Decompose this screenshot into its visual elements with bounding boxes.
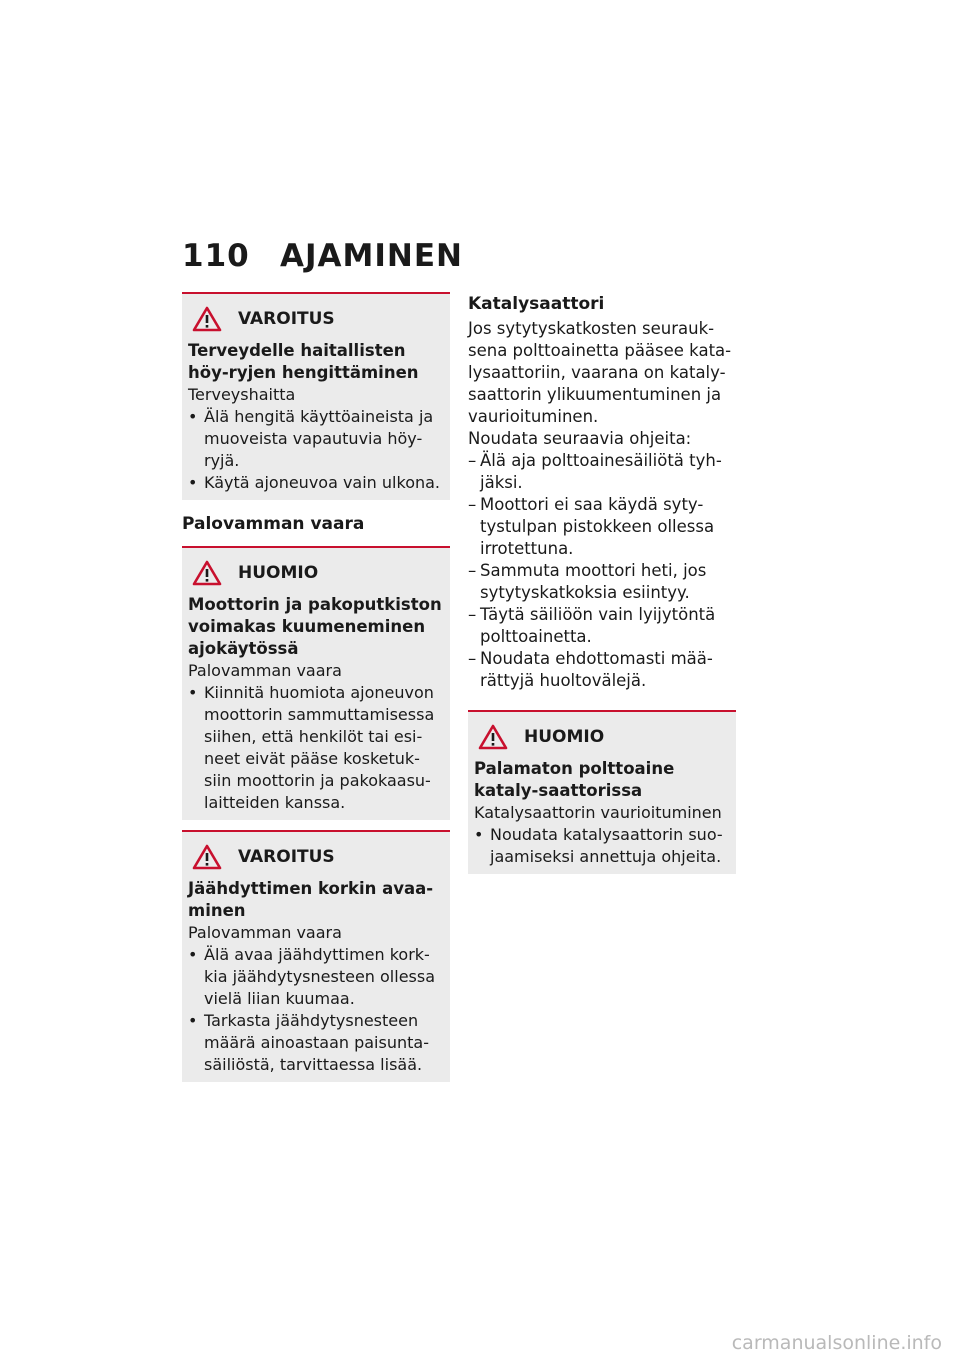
right-column <box>468 292 736 874</box>
warning-subtitle: Terveyshaitta <box>188 385 296 404</box>
left-column <box>182 292 450 1082</box>
dash-item: – Moottori ei saa käydä syty-tystulpan pistokkeen ollessa irrotettuna. <box>468 494 736 560</box>
warning-heading: Jäähdyttimen korkin avaa-minen <box>188 879 434 920</box>
dash-item: – Sammuta moottori heti, jos sytytyskatkoksia esiintyy. <box>468 560 736 604</box>
caution-heading: Palamaton polttoaine kataly-saattorissa <box>474 759 675 800</box>
warning-box-vapors <box>182 292 450 500</box>
bullet-item: • Älä avaa jäähdyttimen kork-kia jäähdytysnesteen ollessa vielä liian kuumaa. <box>188 944 444 1010</box>
warning-label: VAROITUS <box>238 309 335 329</box>
caution-heading: Moottorin ja pakoputkiston voimakas kuumeneminen ajokäytössä <box>188 595 442 658</box>
bullet-list <box>188 682 444 814</box>
warning-subtitle: Palovamman vaara <box>188 923 342 942</box>
instructions-intro: Noudata seuraavia ohjeita: <box>468 429 692 448</box>
page-header <box>182 238 463 274</box>
caution-box-catalyst <box>468 710 736 874</box>
bullet-item: • Kiinnitä huomiota ajoneuvon moottorin sammuttamisessa siihen, että henkilöt tai esi-neet eivät pääse kosketuk-siin moottorin ja pakokaasu-laitteiden kanssa. <box>188 682 444 814</box>
dash-item: – Täytä säiliöön vain lyijytöntä polttoainetta. <box>468 604 736 648</box>
bullet-item: • Noudata katalysaattorin suo-jaamiseksi annettuja ohjeita. <box>474 824 730 868</box>
watermark-text: carmanualsonline.info <box>731 1332 942 1354</box>
caution-subtitle: Palovamman vaara <box>188 661 342 680</box>
dash-item: – Älä aja polttoainesäiliötä tyh-jäksi. <box>468 450 736 494</box>
section-heading-burn: Palovamman vaara <box>182 514 365 534</box>
warning-triangle-icon <box>478 724 508 750</box>
warning-triangle-icon <box>192 306 222 332</box>
bullet-list <box>188 944 444 1076</box>
bullet-item: • Älä hengitä käyttöaineista ja muoveista vapautuvia höy-ryjä. <box>188 406 444 472</box>
warning-label: VAROITUS <box>238 847 335 867</box>
bullet-list <box>474 824 730 868</box>
bullet-list <box>188 406 444 494</box>
page-number: 110 <box>182 238 250 274</box>
bullet-item: • Käytä ajoneuvoa vain ulkona. <box>188 472 444 494</box>
dash-list <box>468 450 736 692</box>
caution-label: HUOMIO <box>238 563 319 583</box>
warning-triangle-icon <box>192 560 222 586</box>
caution-box-exhaust <box>182 546 450 820</box>
bullet-item: • Tarkasta jäähdytysnesteen määrä ainoastaan paisunta-säiliöstä, tarvittaessa lisää. <box>188 1010 444 1076</box>
warning-heading: Terveydelle haitallisten höy-ryjen hengittäminen <box>188 341 419 382</box>
warning-triangle-icon <box>192 844 222 870</box>
catalyst-intro: Jos sytytyskatkosten seurauk-sena polttoainetta pääsee kata-lysaattoriin, vaarana on kataly-saattorin ylikuumentuminen ja vaurioituminen. <box>468 319 732 426</box>
section-heading-catalyst: Katalysaattori <box>468 294 605 314</box>
caution-subtitle: Katalysaattorin vaurioituminen <box>474 803 722 822</box>
dash-item: – Noudata ehdottomasti mää-rättyjä huoltovälejä. <box>468 648 736 692</box>
warning-box-radiator <box>182 830 450 1082</box>
caution-label: HUOMIO <box>524 727 605 747</box>
chapter-title: AJAMINEN <box>280 238 463 274</box>
